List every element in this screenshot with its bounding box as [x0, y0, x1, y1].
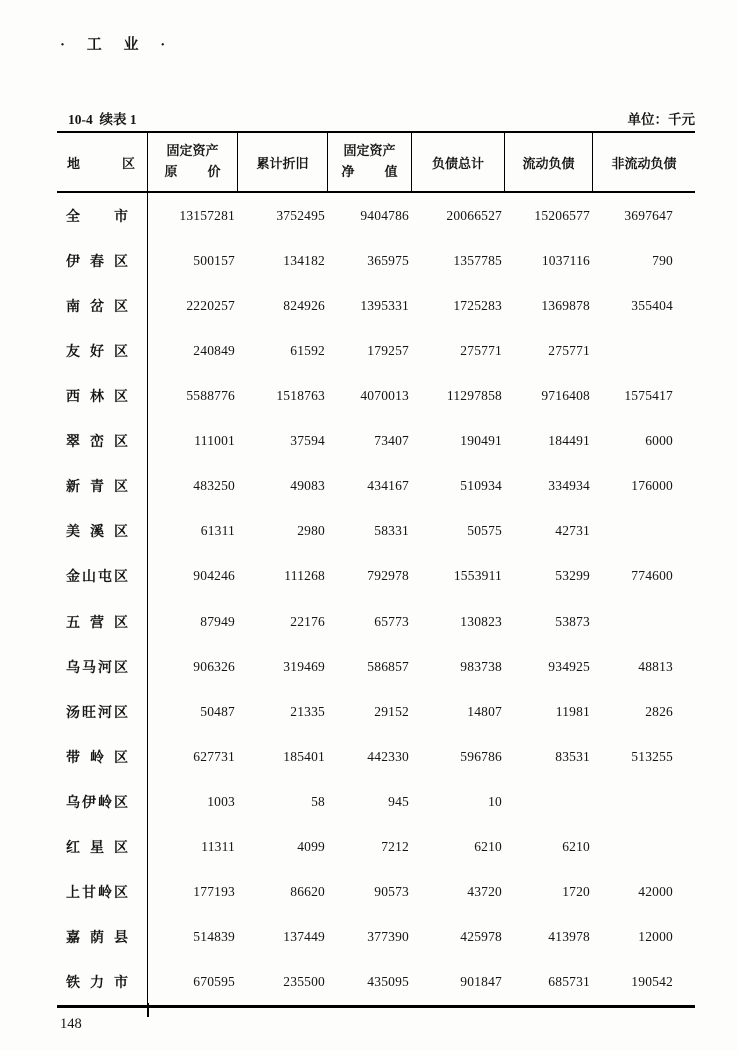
table-row [57, 554, 695, 599]
value-cell: 514839 [193, 929, 235, 945]
region-cell [57, 373, 148, 418]
page-number: 148 [60, 1016, 82, 1032]
value-cell: 11297858 [446, 387, 502, 403]
column-label: 非流动负债 [611, 155, 677, 171]
value-cell: 2980 [297, 523, 325, 539]
region-cell [57, 960, 148, 1005]
table-title: 10-4 续表 1 [68, 112, 137, 127]
region-cell [57, 915, 148, 960]
value-cell: 176000 [631, 478, 673, 494]
value-cell: 4099 [297, 839, 325, 855]
region-name: 友好区 [66, 344, 128, 360]
value-cell: 37594 [290, 433, 325, 449]
value-cell: 413978 [548, 929, 590, 945]
column-label: 累计折旧 [256, 155, 309, 171]
region-name: 全市 [66, 209, 128, 225]
region-cell [57, 283, 148, 328]
value-cell: 500157 [193, 252, 235, 268]
value-cell: 377390 [367, 929, 409, 945]
region-name: 红星区 [66, 841, 128, 857]
column-header-fixed-assets-net-value [328, 133, 412, 191]
value-cell: 240849 [193, 342, 235, 358]
value-cell: 42731 [555, 523, 590, 539]
value-cell [593, 825, 695, 870]
region-cell [57, 554, 148, 599]
value-cell: 134182 [283, 252, 325, 268]
region-name: 乌伊岭区 [66, 795, 128, 811]
value-cell: 1553911 [453, 568, 502, 584]
value-cell: 10 [488, 793, 502, 809]
value-cell: 901847 [460, 974, 502, 990]
value-cell: 434167 [367, 478, 409, 494]
value-cell: 945 [388, 793, 409, 809]
value-cell: 65773 [374, 613, 409, 629]
value-cell: 596786 [460, 748, 502, 764]
value-cell [593, 779, 695, 824]
region-name: 铁力市 [66, 976, 128, 992]
value-cell: 1725283 [453, 297, 502, 313]
table-caption-row [57, 104, 695, 128]
value-cell: 235500 [283, 974, 325, 990]
value-cell: 983738 [460, 658, 502, 674]
value-cell: 58331 [374, 523, 409, 539]
value-cell: 9716408 [541, 387, 590, 403]
region-cell [57, 644, 148, 689]
value-cell: 58 [311, 793, 325, 809]
region-name: 金山屯区 [66, 570, 128, 586]
region-cell [57, 193, 148, 238]
region-name: 嘉荫县 [66, 931, 128, 947]
column-label: 固定资产 原价 [164, 143, 221, 179]
value-cell: 185401 [283, 748, 325, 764]
region-name: 乌马河区 [66, 660, 128, 676]
value-cell: 790 [652, 252, 673, 268]
value-cell: 15206577 [534, 207, 590, 223]
value-cell [593, 328, 695, 373]
value-cell: 6000 [645, 433, 673, 449]
value-cell: 275771 [460, 342, 502, 358]
region-cell [57, 734, 148, 779]
value-cell: 3697647 [624, 207, 673, 223]
value-cell: 510934 [460, 478, 502, 494]
value-cell: 53873 [555, 613, 590, 629]
value-cell: 50487 [200, 703, 235, 719]
value-cell: 275771 [548, 342, 590, 358]
value-cell: 1395331 [360, 297, 409, 313]
region-cell [57, 238, 148, 283]
table-row [57, 193, 695, 238]
value-cell: 483250 [193, 478, 235, 494]
section-label: · 工 业 · [60, 37, 175, 53]
value-cell: 43720 [467, 884, 502, 900]
value-cell [593, 599, 695, 644]
table-row [57, 734, 695, 779]
region-cell [57, 689, 148, 734]
value-cell: 7212 [381, 839, 409, 855]
value-cell: 53299 [555, 568, 590, 584]
value-cell: 2220257 [186, 297, 235, 313]
value-cell: 824926 [283, 297, 325, 313]
table-row [57, 825, 695, 870]
value-cell: 1037116 [541, 252, 590, 268]
value-cell: 685731 [548, 974, 590, 990]
value-cell: 319469 [283, 658, 325, 674]
region-cell [57, 599, 148, 644]
value-cell: 4070013 [360, 387, 409, 403]
region-column-rule-tail [147, 1003, 149, 1017]
table-row [57, 464, 695, 509]
value-cell: 14807 [467, 703, 502, 719]
table-row [57, 779, 695, 824]
region-name: 西林区 [66, 389, 128, 405]
region-name: 汤旺河区 [66, 705, 128, 721]
value-cell: 1357785 [453, 252, 502, 268]
value-cell: 3752495 [276, 207, 325, 223]
value-cell [593, 509, 695, 554]
column-header-current-liabilities [505, 133, 593, 191]
region-cell [57, 779, 148, 824]
region-cell [57, 870, 148, 915]
value-cell: 61592 [290, 342, 325, 358]
region-name: 南岔区 [66, 299, 128, 315]
value-cell: 11311 [201, 839, 235, 855]
region-cell [57, 419, 148, 464]
value-cell: 190491 [460, 433, 502, 449]
table-row [57, 870, 695, 915]
table-row [57, 644, 695, 689]
value-cell: 586857 [367, 658, 409, 674]
value-cell: 1003 [207, 793, 235, 809]
value-cell: 5588776 [186, 387, 235, 403]
value-cell: 11981 [555, 703, 590, 719]
value-cell: 29152 [374, 703, 409, 719]
value-cell: 670595 [193, 974, 235, 990]
region-name: 翠峦区 [66, 435, 128, 451]
column-label: 地区 [67, 155, 135, 171]
table-row [57, 419, 695, 464]
value-cell: 425978 [460, 929, 502, 945]
value-cell: 6210 [562, 839, 590, 855]
value-cell: 49083 [290, 478, 325, 494]
value-cell: 906326 [193, 658, 235, 674]
value-cell: 137449 [283, 929, 325, 945]
value-cell: 1720 [562, 884, 590, 900]
value-cell: 435095 [367, 974, 409, 990]
value-cell: 934925 [548, 658, 590, 674]
value-cell: 627731 [193, 748, 235, 764]
table-body [57, 193, 695, 1008]
value-cell: 22176 [290, 613, 325, 629]
value-cell: 42000 [638, 884, 673, 900]
table-row [57, 373, 695, 418]
region-name: 带岭区 [66, 750, 128, 766]
value-cell: 355404 [631, 297, 673, 313]
value-cell: 86620 [290, 884, 325, 900]
value-cell: 442330 [367, 748, 409, 764]
value-cell: 179257 [367, 342, 409, 358]
value-cell: 1369878 [541, 297, 590, 313]
table-row [57, 915, 695, 960]
value-cell: 1575417 [624, 387, 673, 403]
column-label: 固定资产 净值 [341, 143, 398, 179]
region-cell [57, 825, 148, 870]
column-header-total-liabilities [412, 133, 505, 191]
value-cell: 61311 [200, 523, 235, 539]
column-header-non-current-liabilities [593, 133, 695, 191]
value-cell: 13157281 [179, 207, 235, 223]
value-cell: 334934 [548, 478, 590, 494]
column-label: 负债总计 [431, 155, 484, 171]
region-name: 美溪区 [66, 525, 128, 541]
unit-label: 单位：千元 [627, 112, 695, 127]
value-cell: 190542 [631, 974, 673, 990]
column-header-region [57, 133, 148, 191]
value-cell: 130823 [460, 613, 502, 629]
table-row [57, 599, 695, 644]
value-cell: 6210 [474, 839, 502, 855]
value-cell: 1518763 [276, 387, 325, 403]
value-cell: 111268 [284, 568, 325, 584]
value-cell: 9404786 [360, 207, 409, 223]
value-cell: 90573 [374, 884, 409, 900]
table-row [57, 689, 695, 734]
value-cell: 513255 [631, 748, 673, 764]
value-cell: 73407 [374, 433, 409, 449]
table-row [57, 283, 695, 328]
table-row [57, 509, 695, 554]
column-header-fixed-assets-original-price [148, 133, 238, 191]
value-cell: 365975 [367, 252, 409, 268]
region-name: 新青区 [66, 480, 128, 496]
column-label: 流动负债 [522, 155, 575, 171]
value-cell: 87949 [200, 613, 235, 629]
value-cell: 12000 [638, 929, 673, 945]
value-cell: 50575 [467, 523, 502, 539]
value-cell: 184491 [548, 433, 590, 449]
value-cell: 83531 [555, 748, 590, 764]
value-cell [505, 779, 593, 824]
value-cell: 20066527 [446, 207, 502, 223]
table-row [57, 238, 695, 283]
region-name: 伊春区 [66, 254, 128, 270]
region-cell [57, 509, 148, 554]
region-name: 五营区 [66, 615, 128, 631]
region-cell [57, 328, 148, 373]
value-cell: 48813 [638, 658, 673, 674]
table-header [57, 131, 695, 193]
value-cell: 904246 [193, 568, 235, 584]
table-row [57, 960, 695, 1005]
value-cell: 177193 [193, 884, 235, 900]
region-cell [57, 464, 148, 509]
data-table [57, 131, 695, 1008]
table-row [57, 328, 695, 373]
region-name: 上甘岭区 [66, 886, 128, 902]
value-cell: 111001 [194, 433, 235, 449]
column-header-accumulated-depreciation [238, 133, 328, 191]
value-cell: 21335 [290, 703, 325, 719]
value-cell: 792978 [367, 568, 409, 584]
value-cell: 774600 [631, 568, 673, 584]
value-cell: 2826 [645, 703, 673, 719]
